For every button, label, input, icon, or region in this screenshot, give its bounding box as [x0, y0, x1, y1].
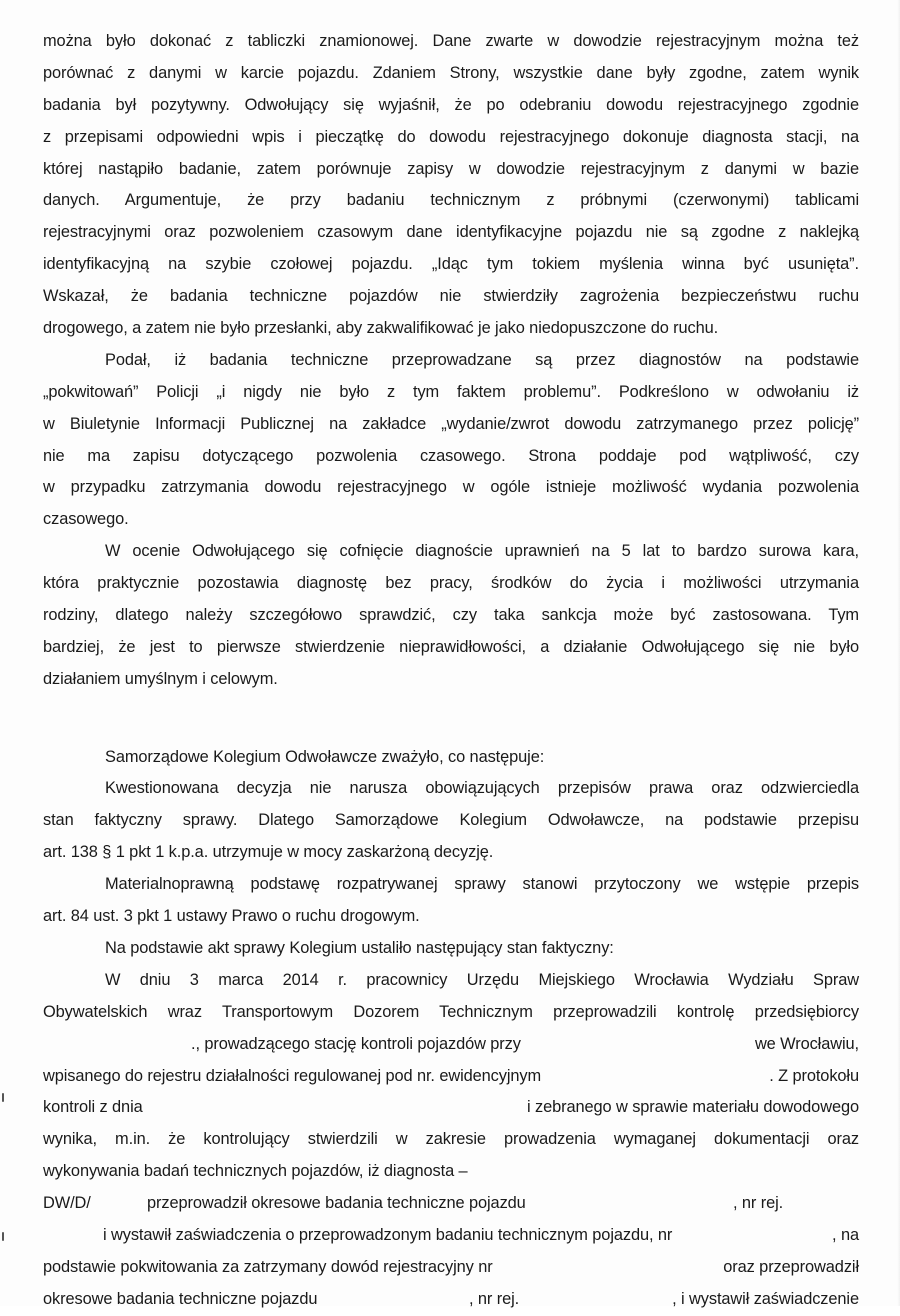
- text-line: której nastąpiło badanie, zatem porównuje zapisy w dowodzie rejestracyjnym z danymi w bazie: [43, 159, 859, 178]
- text-line: Materialnoprawną podstawę rozpatrywanej sprawy stanowi przytoczony we wstępie przepis: [105, 875, 859, 894]
- text-line: „pokwitowań” Policji „i nigdy nie było z tym faktem problemu”. Podkreślono w odwołaniu iż: [43, 382, 859, 401]
- text-line: badania był pozytywny. Odwołujący się wyjaśnił, że po odebraniu dowodu rejestracyjnego zgodnie: [43, 95, 859, 114]
- text-line: art. 84 ust. 3 pkt 1 ustawy Prawo o ruchu drogowym.: [43, 907, 420, 926]
- text-line: danych. Argumentuje, że przy badaniu technicznym z próbnymi (czerwonymi) tablicami: [43, 191, 859, 210]
- section-heading: Samorządowe Kolegium Odwoławcze zważyło, co następuje:: [105, 747, 545, 766]
- text-line-redacted: [43, 1220, 859, 1252]
- text-segment: we Wrocławiu,: [754, 1034, 859, 1053]
- text-line: z przepisami odpowiedni wpis i pieczątkę do dowodu rejestracyjnego dokonuje diagnosta stacji, na: [43, 127, 859, 146]
- text-segment: ., prowadzącego stację kontroli pojazdów przy: [191, 1034, 521, 1053]
- margin-scan-mark: [2, 1232, 4, 1241]
- text-line-redacted: [43, 1284, 859, 1316]
- text-line-redacted: [43, 1156, 859, 1188]
- text-line: Na podstawie akt sprawy Kolegium ustaliło następujący stan faktyczny:: [105, 938, 614, 957]
- text-line: art. 138 § 1 pkt 1 k.p.a. utrzymuje w mocy zaskarżoną decyzję.: [43, 843, 494, 862]
- text-segment: , na: [832, 1225, 859, 1244]
- text-line: Podał, iż badania techniczne przeprowadzane są przez diagnostów na podstawie: [105, 350, 859, 369]
- text-segment: oraz przeprowadził: [723, 1257, 859, 1276]
- document-body: [43, 26, 859, 1316]
- text-segment: podstawie pokwitowania za zatrzymany dowód rejestracyjny nr: [43, 1257, 493, 1276]
- text-line: działaniem umyślnym i celowym.: [43, 669, 278, 688]
- text-segment: i zebranego w sprawie materiału dowodowego: [526, 1098, 859, 1117]
- text-line: w Biuletynie Informacji Publicznej na zakładce „wydanie/zwrot dowodu zatrzymanego przez policję”: [43, 414, 859, 433]
- text-segment: okresowe badania techniczne pojazdu: [43, 1289, 318, 1308]
- text-segment: . Z protokołu: [769, 1066, 859, 1085]
- text-line-redacted: [43, 1252, 859, 1284]
- text-line: Wskazał, że badania techniczne pojazdów nie stwierdziły zagrożenia bezpieczeństwu ruchu: [43, 287, 859, 306]
- text-line: czasowego.: [43, 510, 129, 529]
- text-segment: kontroli z dnia: [43, 1098, 143, 1117]
- text-segment: , i wystawił zaświadczenie: [672, 1289, 859, 1308]
- text-line-redacted: [43, 1188, 859, 1220]
- text-line: Obywatelskich wraz Transportowym Dozorem Technicznym przeprowadzili kontrolę przedsiębiorcy: [43, 1002, 859, 1021]
- text-line: drogowego, a zatem nie było przesłanki, aby zakwalifikować je jako niedopuszczone do ruchu.: [43, 319, 719, 338]
- text-segment: , nr rej.: [733, 1194, 784, 1213]
- text-line: stan faktyczny sprawy. Dlatego Samorządowe Kolegium Odwoławcze, na podstawie przepisu: [43, 811, 859, 830]
- text-line-redacted: [43, 1029, 859, 1061]
- text-segment: wykonywania badań technicznych pojazdów, iż diagnosta –: [43, 1162, 468, 1181]
- text-line: W dniu 3 marca 2014 r. pracownicy Urzędu Miejskiego Wrocławia Wydziału Spraw: [105, 970, 859, 989]
- text-line: bardziej, że jest to pierwsze stwierdzenie nieprawidłowości, a działanie Odwołującego się nie było: [43, 637, 859, 656]
- paragraph-gap: [43, 696, 859, 728]
- text-segment: wpisanego do rejestru działalności regulowanej pod nr. ewidencyjnym: [43, 1066, 542, 1085]
- text-segment: , nr rej.: [469, 1289, 520, 1308]
- text-line: identyfikacyjną na szybie czołowej pojazdu. „Idąc tym tokiem myślenia winna być usunięta”.: [43, 255, 859, 274]
- text-line: wynika, m.in. że kontrolujący stwierdzili w zakresie prowadzenia wymaganej dokumentacji oraz: [43, 1130, 859, 1149]
- text-line: można było dokonać z tabliczki znamionowej. Dane zwarte w dowodzie rejestracyjnym można też: [43, 32, 859, 50]
- text-line: rodziny, dlatego należy szczegółowo sprawdzić, czy taka sankcja może być zastosowana. Tym: [43, 606, 859, 625]
- margin-scan-mark: [2, 1093, 4, 1102]
- text-line: Kwestionowana decyzja nie narusza obowiązujących przepisów prawa oraz odzwierciedla: [105, 779, 859, 798]
- text-line: W ocenie Odwołującego się cofnięcie diagnoście uprawnień na 5 lat to bardzo surowa kara,: [105, 542, 859, 561]
- text-segment: przeprowadził okresowe badania techniczne pojazdu: [147, 1194, 526, 1213]
- text-line-redacted: [43, 1061, 859, 1093]
- text-line: nie ma zapisu dotyczącego pozwolenia czasowego. Strona poddaje pod wątpliwość, czy: [43, 446, 859, 465]
- text-line: w przypadku zatrzymania dowodu rejestracyjnego w ogóle istnieje możliwość wydania pozwolenia: [43, 478, 859, 497]
- text-segment: i wystawił zaświadczenia o przeprowadzonym badaniu technicznym pojazdu, nr: [103, 1225, 673, 1244]
- text-line: która praktycznie pozostawia diagnostę bez pracy, środków do życia i możliwości utrzymania: [43, 574, 859, 593]
- text-line: rejestracyjnymi oraz pozwoleniem czasowym dane identyfikacyjne pojazdu nie są zgodne z naklejką: [43, 223, 859, 242]
- text-line: porównać z danymi w karcie pojazdu. Zdaniem Strony, wszystkie dane były zgodne, zatem wynik: [43, 63, 859, 82]
- text-segment: DW/D/: [43, 1194, 91, 1213]
- paragraph-gap: [43, 728, 859, 742]
- text-line-redacted: [43, 1092, 859, 1124]
